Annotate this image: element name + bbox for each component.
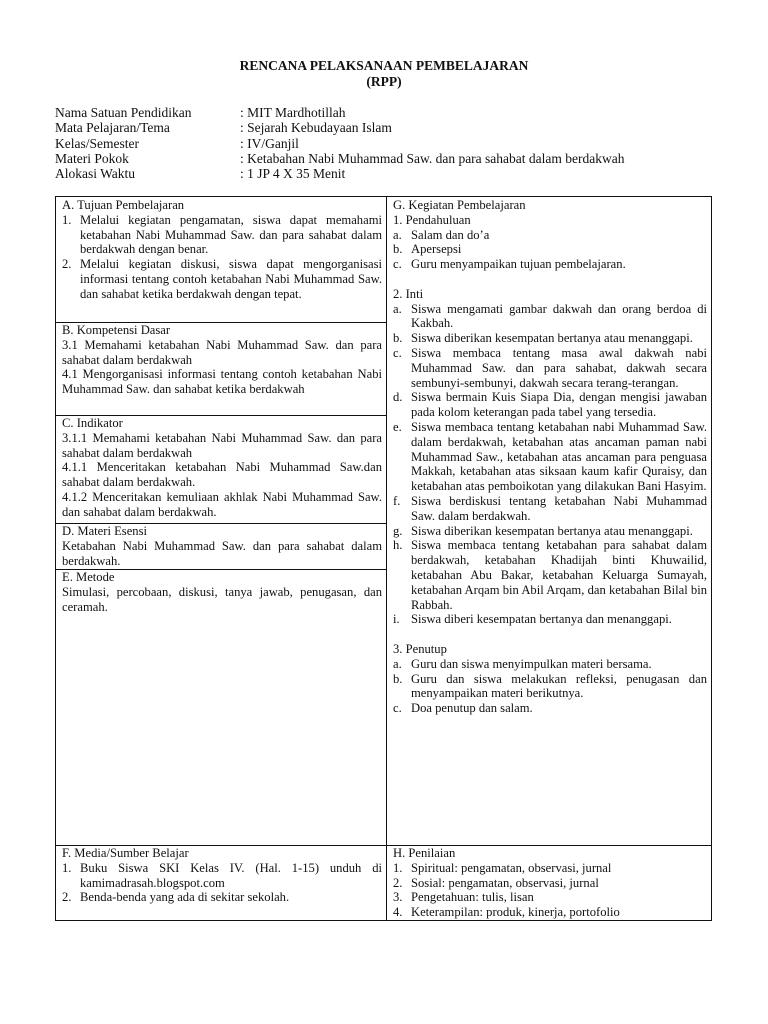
- item-letter: g.: [393, 523, 403, 538]
- meta-value: : IV/Ganjil: [240, 135, 299, 151]
- item-number: 2.: [62, 890, 72, 905]
- meta-value: : MIT Mardhotillah: [240, 105, 346, 120]
- list-item: [393, 257, 707, 272]
- section-heading: C. Indikator: [62, 416, 123, 430]
- competency-item: 4.1 Mengorganisasi informasi tentang contoh ketabahan Nabi Muhammad Saw. dan sahabat ketika berdakwah: [62, 367, 382, 397]
- competency-item: 3.1 Memahami ketabahan Nabi Muhammad Saw. dan para sahabat dalam berdakwah: [62, 337, 382, 367]
- list-item: [393, 390, 707, 420]
- meta-row-materi: [55, 151, 624, 166]
- meta-label: Nama Satuan Pendidikan: [55, 105, 192, 120]
- meta-value: : Ketabahan Nabi Muhammad Saw. dan para sahabat dalam berdakwah: [240, 150, 625, 166]
- list-item: [393, 494, 707, 524]
- list-item: [393, 672, 707, 702]
- subsection-title: 1. Pendahuluan: [393, 212, 471, 227]
- item-letter: f.: [393, 493, 401, 508]
- list-item: [393, 228, 707, 243]
- spacer: [393, 627, 707, 642]
- meta-label: Alokasi Waktu: [55, 166, 136, 182]
- section-text: Simulasi, percobaan, diskusi, tanya jawab, penugasan, dan ceramah.: [62, 584, 382, 614]
- item-text: Siswa diberi kesempatan bertanya dan menanggapi.: [411, 612, 672, 627]
- section-text: Ketabahan Nabi Muhammad Saw. dan para sahabat dalam berdakwah.: [62, 538, 382, 568]
- meta-row-alokasi: [55, 166, 624, 181]
- section-heading: B. Kompetensi Dasar: [62, 323, 171, 337]
- item-text: Guru dan siswa melakukan refleksi, penugasan dan menyampaikan materi berikutnya.: [411, 671, 707, 701]
- item-number: 2.: [62, 257, 72, 272]
- column-divider: [386, 197, 387, 920]
- item-letter: b.: [393, 242, 403, 257]
- item-letter: h.: [393, 538, 403, 553]
- section-kompetensi: [62, 323, 382, 397]
- item-text: Spiritual: pengamatan, observasi, jurnal: [411, 860, 612, 875]
- item-letter: d.: [393, 390, 403, 405]
- item-text: Siswa membaca tentang masa awal dakwah nabi Muhammad Saw. dan para sahabat, dakwah secara sembunyi-sembunyi, dakwah secara terang-terangan.: [411, 345, 707, 390]
- section-kegiatan: [393, 198, 707, 716]
- item-number: 4.: [393, 905, 403, 920]
- subsection-title: 2. Inti: [393, 286, 424, 301]
- section-media: [62, 846, 382, 905]
- list-item: [393, 538, 707, 612]
- item-letter: c.: [393, 701, 402, 716]
- item-text: Guru menyampaikan tujuan pembelajaran.: [411, 257, 626, 272]
- list-item: [393, 242, 707, 257]
- section-heading: E. Metode: [62, 570, 115, 584]
- section-tujuan: [62, 198, 382, 302]
- item-letter: c.: [393, 257, 402, 272]
- item-text: Siswa membaca tentang ketabahan para sahabat dalam berdakwah, ketabahan Khadijah binti Khuwailid, ketabahan Abu Bakar, ketabahan Keluarga Sumayah, ketabahan Arqam bin Abil Arqam, dan ketabahan Bilal bin Rabbah.: [411, 538, 707, 612]
- list-item: [393, 346, 707, 390]
- item-text: Siswa berdiskusi tentang ketabahan Nabi Muhammad Saw. dalam berdakwah.: [411, 493, 707, 523]
- meta-value: : 1 JP 4 X 35 Menit: [240, 166, 346, 182]
- indicator-item: 4.1.1 Menceritakan ketabahan Nabi Muhammad Saw.dan sahabat dalam berdakwah.: [62, 460, 382, 490]
- section-materi: [62, 524, 382, 568]
- item-text: Buku Siswa SKI Kelas IV. (Hal. 1-15) unduh di kamimadrasah.blogspot.com: [80, 860, 382, 890]
- section-heading: H. Penilaian: [393, 846, 456, 860]
- item-text: Keterampilan: produk, kinerja, portofolio: [411, 905, 620, 920]
- meta-row-mapel: [55, 120, 624, 135]
- item-text: Pengetahuan: tulis, lisan: [411, 890, 534, 905]
- item-text: Benda-benda yang ada di sekitar sekolah.: [80, 890, 290, 905]
- item-text: Siswa diberikan kesempatan bertanya atau menanggapi.: [411, 523, 693, 538]
- meta-value: : Sejarah Kebudayaan Islam: [240, 120, 392, 136]
- rpp-table: [55, 196, 712, 921]
- list-item: [393, 876, 707, 891]
- list-item: [62, 257, 382, 301]
- item-letter: e.: [393, 419, 402, 434]
- item-text: Siswa mengamati gambar dakwah dan orang berdoa di Kakbah.: [411, 301, 707, 331]
- document-subtitle: (RPP): [366, 74, 402, 89]
- item-text: Doa penutup dan salam.: [411, 701, 533, 716]
- list-item: [393, 701, 707, 716]
- list-item: [62, 890, 382, 905]
- item-text: Siswa membaca tentang ketabahan nabi Muhammad Saw. dalam berdakwah, ketabahan atas ancaman paman nabi Muhammad Saw., ketabahan atas ancaman para penguasa Makkah, ketabahan atas siksaan kaum kafir Quraisy, dan ketabahan atas pemboikotan yang dilakukan Bani Hasyim.: [411, 419, 707, 494]
- identity-block: [55, 105, 624, 181]
- list-item: [393, 331, 707, 346]
- list-item: [393, 420, 707, 494]
- item-letter: a.: [393, 301, 402, 316]
- list-item: [393, 657, 707, 672]
- item-letter: a.: [393, 227, 402, 242]
- list-item: [393, 302, 707, 332]
- item-text: Guru dan siswa menyimpulkan materi bersama.: [411, 656, 652, 671]
- meta-label: Mata Pelajaran/Tema: [55, 120, 170, 136]
- indicator-item: 3.1.1 Memahami ketabahan Nabi Muhammad Saw. dan para sahabat dalam berdakwah: [62, 430, 382, 460]
- list-item: [393, 905, 707, 920]
- spacer: [393, 272, 707, 287]
- item-letter: b.: [393, 331, 403, 346]
- meta-label: Kelas/Semester: [55, 135, 139, 151]
- item-number: 3.: [393, 890, 403, 905]
- item-text: Melalui kegiatan pengamatan, siswa dapat memahami ketabahan Nabi Muhammad Saw. dan para sahabat dalam berdakwah dengan benar.: [80, 212, 382, 257]
- meta-row-kelas: [55, 136, 624, 151]
- section-penilaian: [393, 846, 707, 920]
- item-text: Apersepsi: [411, 242, 462, 257]
- item-text: Sosial: pengamatan, observasi, jurnal: [411, 875, 599, 890]
- list-item: [62, 213, 382, 257]
- section-indikator: [62, 416, 382, 520]
- meta-label: Materi Pokok: [55, 150, 129, 166]
- list-item: [393, 612, 707, 627]
- list-item: [393, 861, 707, 876]
- list-item: [62, 861, 382, 891]
- section-heading: F. Media/Sumber Belajar: [62, 846, 189, 860]
- item-letter: b.: [393, 671, 403, 686]
- item-text: Melalui kegiatan diskusi, siswa dapat mengorganisasi informasi tentang contoh ketabahan Nabi Muhammad Saw. dan sahabat ketika berdakwah dengan tepat.: [80, 257, 382, 301]
- item-number: 1.: [62, 860, 72, 875]
- indicator-item: 4.1.2 Menceritakan kemuliaan akhlak Nabi Muhammad Saw. dan sahabat dalam berdakwah.: [62, 489, 382, 519]
- item-text: Salam dan do’a: [411, 227, 490, 242]
- item-letter: a.: [393, 656, 402, 671]
- section-metode: [62, 570, 382, 614]
- item-letter: c.: [393, 345, 402, 360]
- item-number: 2.: [393, 875, 403, 890]
- item-letter: i.: [393, 612, 400, 627]
- section-heading: D. Materi Esensi: [62, 524, 147, 538]
- item-text: Siswa diberikan kesempatan bertanya atau menanggapi.: [411, 331, 693, 346]
- section-heading: A. Tujuan Pembelajaran: [62, 198, 185, 212]
- list-item: [393, 890, 707, 905]
- list-item: [393, 524, 707, 539]
- subsection-title: 3. Penutup: [393, 641, 447, 656]
- item-number: 1.: [62, 212, 72, 227]
- item-number: 1.: [393, 860, 403, 875]
- section-heading: G. Kegiatan Pembelajaran: [393, 198, 526, 212]
- document-title: RENCANA PELAKSANAAN PEMBELAJARAN: [239, 58, 529, 73]
- item-text: Siswa bermain Kuis Siapa Dia, dengan mengisi jawaban pada kolom keterangan pada tabel yang tersedia.: [411, 390, 707, 420]
- meta-row-satuan: [55, 105, 624, 120]
